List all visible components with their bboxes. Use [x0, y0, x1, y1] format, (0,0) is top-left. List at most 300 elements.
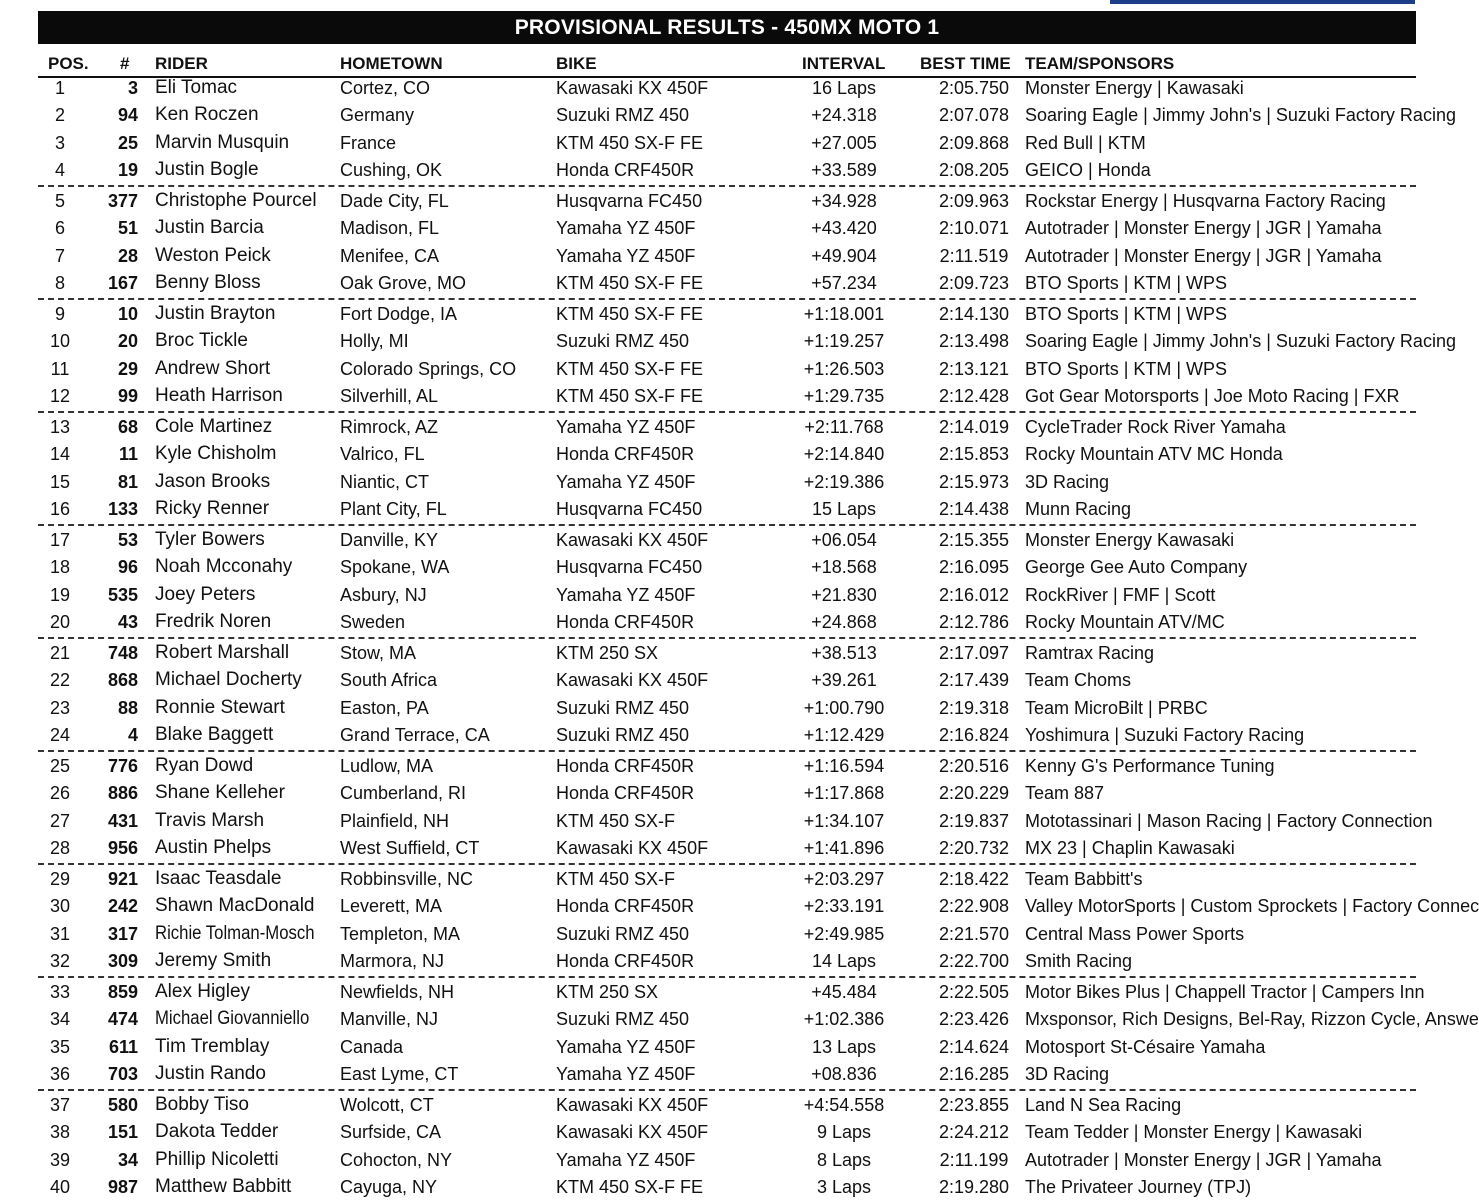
row-number: 474 — [107, 1009, 138, 1030]
row-number: 133 — [107, 498, 138, 519]
group-separator — [38, 298, 1416, 300]
row-interval: +1:34.107 — [803, 810, 885, 831]
row-pos: 23 — [49, 697, 71, 718]
row-rider: Heath Harrison — [155, 384, 283, 406]
row-rider: Robert Marshall — [155, 642, 290, 663]
table-row — [38, 1119, 1416, 1145]
row-best-time: 2:15.853 — [938, 444, 1010, 465]
table-row — [38, 356, 1416, 382]
row-hometown: Manville, NJ — [340, 1009, 439, 1030]
row-interval: +4:54.558 — [803, 1095, 885, 1115]
row-team: Motosport St-Césaire Yamaha — [1025, 1036, 1266, 1057]
row-best-time: 2:20.516 — [938, 756, 1010, 776]
row-pos: 19 — [49, 584, 71, 605]
row-interval: 8 Laps — [816, 1149, 872, 1170]
row-hometown: Oak Grove, MO — [340, 272, 467, 293]
table-row — [38, 893, 1479, 919]
row-team: Team 887 — [1025, 783, 1105, 804]
table-row — [38, 1092, 1416, 1118]
row-rider: Weston Peick — [155, 244, 271, 266]
row-interval: +38.513 — [811, 643, 877, 663]
header-pos: POS. — [48, 54, 89, 73]
row-interval: +2:33.191 — [803, 896, 885, 917]
row-number: 776 — [107, 756, 138, 776]
row-interval: +1:18.001 — [803, 304, 885, 324]
row-best-time: 2:14.019 — [938, 417, 1010, 437]
row-best-time: 2:14.130 — [938, 304, 1010, 324]
header-rider: RIDER — [155, 54, 208, 73]
row-interval: +39.261 — [811, 670, 877, 691]
row-hometown: Madison, FL — [340, 218, 440, 239]
row-number: 317 — [107, 923, 138, 944]
table-row — [38, 270, 1416, 296]
row-hometown: Canada — [340, 1036, 404, 1057]
row-bike: KTM 250 SX — [556, 643, 659, 663]
row-pos: 10 — [49, 331, 71, 352]
row-hometown: Cayuga, NY — [340, 1176, 438, 1197]
row-team: RockRiver | FMF | Scott — [1025, 584, 1216, 605]
row-interval: 16 Laps — [811, 78, 877, 98]
row-best-time: 2:20.229 — [938, 783, 1010, 804]
group-separator — [38, 637, 1416, 639]
row-best-time: 2:10.071 — [938, 218, 1010, 239]
row-best-time: 2:22.908 — [938, 896, 1010, 917]
row-best-time: 2:19.318 — [938, 697, 1010, 718]
row-number: 51 — [117, 218, 138, 239]
row-rider: Kyle Chisholm — [155, 443, 277, 465]
row-team: Rocky Mountain ATV MC Honda — [1025, 444, 1283, 465]
row-rider: Tim Tremblay — [155, 1035, 270, 1057]
row-pos: 35 — [49, 1036, 71, 1057]
row-bike: Honda CRF450R — [556, 783, 695, 804]
row-number: 535 — [107, 584, 138, 605]
row-rider: Phillip Nicoletti — [155, 1148, 279, 1170]
row-number: 611 — [108, 1036, 138, 1057]
row-team: Munn Racing — [1025, 498, 1132, 519]
row-rider: Jason Brooks — [155, 470, 271, 492]
row-hometown: Colorado Springs, CO — [340, 358, 517, 379]
row-best-time: 2:09.963 — [938, 191, 1010, 211]
row-bike: Kawasaki KX 450F — [556, 530, 709, 550]
row-best-time: 2:09.868 — [938, 132, 1010, 153]
group-separator — [38, 411, 1416, 413]
row-rider: Joey Peters — [155, 583, 256, 605]
row-best-time: 2:14.438 — [938, 498, 1010, 519]
row-interval: +06.054 — [811, 530, 877, 550]
row-hometown: Newfields, NH — [340, 982, 455, 1002]
row-team: Team MicroBilt | PRBC — [1025, 697, 1208, 718]
row-pos: 8 — [54, 272, 65, 293]
row-best-time: 2:21.570 — [938, 923, 1010, 944]
row-hometown: Rimrock, AZ — [340, 417, 439, 437]
row-number: 11 — [118, 444, 138, 465]
table-row — [38, 215, 1416, 241]
table-row — [38, 130, 1416, 156]
table-row — [38, 582, 1416, 608]
row-hometown: East Lyme, CT — [340, 1063, 459, 1084]
row-number: 703 — [107, 1063, 138, 1084]
row-bike: Suzuki RMZ 450 — [556, 105, 690, 126]
row-hometown: Ludlow, MA — [340, 756, 434, 776]
row-pos: 15 — [49, 471, 71, 492]
row-team: Mototassinari | Mason Racing | Factory Connection — [1025, 810, 1433, 831]
row-team: BTO Sports | KTM | WPS — [1025, 358, 1228, 379]
row-bike: Honda CRF450R — [556, 444, 695, 465]
row-pos: 7 — [54, 245, 65, 266]
row-bike: Kawasaki KX 450F — [556, 1122, 709, 1143]
header-hometown: HOMETOWN — [340, 54, 443, 73]
row-team: Autotrader | Monster Energy | JGR | Yamaha — [1025, 218, 1382, 239]
row-hometown: Marmora, NJ — [340, 950, 445, 971]
row-interval: +1:12.429 — [803, 724, 885, 745]
row-bike: Yamaha YZ 450F — [556, 1036, 696, 1057]
row-interval: +2:14.840 — [803, 444, 885, 465]
row-best-time: 2:23.855 — [938, 1095, 1010, 1115]
row-rider: Isaac Teasdale — [155, 868, 282, 889]
row-hometown: Cushing, OK — [340, 159, 443, 180]
row-interval: +2:03.297 — [803, 869, 885, 889]
row-best-time: 2:08.205 — [938, 159, 1010, 180]
row-rider: Eli Tomac — [155, 77, 238, 98]
row-bike: Honda CRF450R — [556, 950, 695, 971]
table-row — [38, 1034, 1416, 1060]
row-rider: Matthew Babbitt — [155, 1175, 292, 1197]
row-team: Soaring Eagle | Jimmy John's | Suzuki Factory Racing — [1025, 105, 1456, 126]
row-best-time: 2:09.723 — [938, 272, 1010, 293]
row-number: 377 — [107, 191, 138, 211]
row-rider: Justin Rando — [155, 1062, 266, 1084]
row-rider: Ryan Dowd — [155, 755, 254, 776]
row-team: Smith Racing — [1025, 950, 1133, 971]
row-hometown: Germany — [340, 105, 415, 126]
row-rider: Richie Tolman-Mosch — [155, 922, 315, 944]
row-bike: Honda CRF450R — [556, 611, 695, 632]
row-team: Mxsponsor, Rich Designs, Bel-Ray, Rizzon Cycle, Answe — [1025, 1009, 1479, 1030]
row-interval: +2:49.985 — [803, 923, 885, 944]
row-number: 956 — [107, 837, 138, 858]
row-interval: 14 Laps — [811, 950, 877, 971]
row-team: Autotrader | Monster Energy | JGR | Yamaha — [1025, 1149, 1382, 1170]
row-team: Rockstar Energy | Husqvarna Factory Racing — [1025, 191, 1386, 211]
row-rider: Michael Giovanniello — [155, 1008, 310, 1030]
row-number: 28 — [117, 245, 138, 266]
row-bike: Suzuki RMZ 450 — [556, 697, 690, 718]
row-rider: Shane Kelleher — [155, 782, 285, 804]
row-interval: +45.484 — [811, 982, 877, 1002]
row-rider: Justin Barcia — [155, 217, 264, 239]
row-interval: 13 Laps — [811, 1036, 877, 1057]
row-bike: Yamaha YZ 450F — [556, 417, 696, 437]
row-hometown: Templeton, MA — [340, 923, 461, 944]
row-hometown: Surfside, CA — [340, 1122, 442, 1143]
row-bike: Honda CRF450R — [556, 896, 695, 917]
row-best-time: 2:24.212 — [938, 1122, 1010, 1143]
row-rider: Ronnie Stewart — [155, 696, 285, 718]
table-row — [38, 527, 1416, 553]
row-pos: 34 — [49, 1009, 71, 1030]
row-bike: Yamaha YZ 450F — [556, 218, 696, 239]
table-row — [38, 243, 1416, 269]
row-best-time: 2:15.355 — [938, 530, 1010, 550]
row-team: Autotrader | Monster Energy | JGR | Yamaha — [1025, 245, 1382, 266]
row-hometown: Leverett, MA — [340, 896, 443, 917]
row-bike: Husqvarna FC450 — [556, 557, 703, 578]
row-pos: 3 — [54, 132, 65, 153]
table-row — [38, 188, 1416, 214]
results-title: PROVISIONAL RESULTS - 450MX MOTO 1 — [38, 11, 1416, 44]
row-rider: Justin Brayton — [155, 303, 276, 324]
row-bike: Suzuki RMZ 450 — [556, 331, 690, 352]
table-row — [38, 921, 1416, 947]
row-best-time: 2:15.973 — [938, 471, 1010, 492]
table-row — [38, 469, 1416, 495]
row-rider: Christophe Pourcel — [155, 190, 317, 211]
row-hometown: South Africa — [340, 670, 438, 691]
row-pos: 33 — [49, 982, 71, 1002]
row-hometown: Silverhill, AL — [340, 385, 439, 406]
row-interval: +2:19.386 — [803, 471, 885, 492]
row-best-time: 2:13.121 — [938, 358, 1010, 379]
row-team: 3D Racing — [1025, 471, 1110, 492]
row-team: George Gee Auto Company — [1025, 557, 1248, 578]
row-rider: Justin Bogle — [155, 158, 259, 180]
row-number: 242 — [107, 896, 138, 917]
table-row — [38, 780, 1416, 806]
results-table-body — [38, 77, 1479, 1197]
row-hometown: Stow, MA — [340, 643, 417, 663]
table-row — [38, 609, 1416, 635]
group-separator — [38, 976, 1416, 978]
row-team: Team Tedder | Monster Energy | Kawasaki — [1025, 1122, 1363, 1143]
row-number: 29 — [117, 358, 138, 379]
row-interval: +21.830 — [811, 584, 877, 605]
row-number: 43 — [117, 611, 138, 632]
row-interval: +24.318 — [811, 105, 877, 126]
row-team: Yoshimura | Suzuki Factory Racing — [1025, 724, 1305, 745]
row-best-time: 2:14.624 — [938, 1036, 1010, 1057]
row-hometown: Cortez, CO — [340, 78, 431, 98]
row-best-time: 2:11.519 — [939, 245, 1009, 266]
row-rider: Ken Roczen — [155, 104, 259, 126]
row-number: 4 — [127, 724, 138, 745]
row-hometown: Dade City, FL — [340, 191, 449, 211]
row-interval: +18.568 — [811, 557, 877, 578]
row-best-time: 2:13.498 — [938, 331, 1010, 352]
row-rider: Benny Bloss — [155, 271, 261, 293]
row-interval: +1:19.257 — [803, 331, 885, 352]
row-hometown: Wolcott, CT — [340, 1095, 434, 1115]
row-bike: Kawasaki KX 450F — [556, 1095, 709, 1115]
row-pos: 20 — [49, 611, 71, 632]
row-best-time: 2:22.700 — [938, 950, 1010, 971]
row-hometown: Cohocton, NY — [340, 1149, 453, 1170]
row-best-time: 2:23.426 — [938, 1009, 1010, 1030]
row-team: BTO Sports | KTM | WPS — [1025, 304, 1228, 324]
row-hometown: Easton, PA — [340, 697, 429, 718]
row-bike: KTM 450 SX-F FE — [556, 304, 704, 324]
row-rider: Ricky Renner — [155, 497, 270, 519]
row-team: Rocky Mountain ATV/MC — [1025, 611, 1225, 632]
row-interval: +1:29.735 — [803, 385, 885, 406]
header-interval: INTERVAL — [802, 54, 886, 73]
row-hometown: Spokane, WA — [340, 557, 450, 578]
row-hometown: Holly, MI — [340, 331, 409, 352]
table-row — [38, 328, 1456, 354]
row-interval: +1:17.868 — [803, 783, 885, 804]
row-best-time: 2:20.732 — [938, 837, 1010, 858]
row-hometown: France — [340, 132, 397, 153]
row-number: 886 — [107, 783, 138, 804]
row-rider: Tyler Bowers — [155, 529, 265, 550]
header-best-time: BEST TIME — [920, 54, 1011, 73]
row-best-time: 2:11.199 — [939, 1149, 1009, 1170]
row-bike: KTM 450 SX-F — [556, 810, 676, 831]
row-bike: Kawasaki KX 450F — [556, 670, 709, 691]
table-row — [38, 1061, 1416, 1087]
row-team: 3D Racing — [1025, 1063, 1110, 1084]
row-pos: 26 — [49, 783, 71, 804]
row-rider: Travis Marsh — [155, 809, 265, 831]
row-number: 81 — [117, 471, 138, 492]
row-pos: 38 — [49, 1122, 71, 1143]
row-hometown: Niantic, CT — [340, 471, 430, 492]
row-interval: +24.868 — [811, 611, 877, 632]
row-team: Got Gear Motorsports | Joe Moto Racing | FXR — [1025, 385, 1400, 406]
row-best-time: 2:05.750 — [938, 78, 1010, 98]
row-hometown: Sweden — [340, 611, 406, 632]
row-bike: Honda CRF450R — [556, 756, 695, 776]
row-number: 921 — [107, 869, 138, 889]
row-number: 580 — [107, 1095, 138, 1115]
row-hometown: Menifee, CA — [340, 245, 440, 266]
row-interval: 15 Laps — [811, 498, 877, 519]
row-best-time: 2:16.095 — [938, 557, 1010, 578]
row-rider: Dakota Tedder — [155, 1121, 279, 1143]
row-number: 167 — [107, 272, 138, 293]
row-pos: 27 — [49, 810, 71, 831]
row-bike: Kawasaki KX 450F — [556, 837, 709, 858]
top-accent-bar — [1110, 0, 1415, 4]
row-pos: 30 — [49, 896, 71, 917]
row-interval: +1:41.896 — [803, 837, 885, 858]
row-hometown: Danville, KY — [340, 530, 439, 550]
row-best-time: 2:12.428 — [938, 385, 1010, 406]
row-number: 748 — [107, 643, 138, 663]
row-pos: 9 — [54, 304, 65, 324]
row-number: 25 — [117, 132, 138, 153]
row-rider: Jeremy Smith — [155, 949, 272, 971]
row-bike: Yamaha YZ 450F — [556, 584, 696, 605]
row-bike: Husqvarna FC450 — [556, 498, 703, 519]
row-bike: Yamaha YZ 450F — [556, 471, 696, 492]
row-bike: KTM 450 SX-F FE — [556, 272, 704, 293]
row-team: Team Babbitt's — [1025, 869, 1143, 889]
row-rider: Alex Higley — [155, 981, 251, 1002]
table-row — [38, 496, 1416, 522]
row-best-time: 2:19.280 — [938, 1176, 1010, 1197]
row-rider: Andrew Short — [155, 357, 271, 379]
row-interval: +27.005 — [811, 132, 877, 153]
group-separator — [38, 750, 1416, 752]
row-pos: 5 — [54, 191, 65, 211]
row-hometown: Plant City, FL — [340, 498, 447, 519]
row-bike: KTM 450 SX-F FE — [556, 132, 704, 153]
row-pos: 22 — [49, 670, 71, 691]
row-team: Land N Sea Racing — [1025, 1095, 1182, 1115]
table-row — [38, 554, 1416, 580]
row-bike: KTM 450 SX-F FE — [556, 358, 704, 379]
row-bike: Suzuki RMZ 450 — [556, 1009, 690, 1030]
row-pos: 36 — [49, 1063, 71, 1084]
row-rider: Fredrik Noren — [155, 610, 272, 632]
row-pos: 17 — [49, 530, 71, 550]
row-pos: 29 — [49, 869, 71, 889]
row-pos: 37 — [49, 1095, 71, 1115]
row-pos: 1 — [54, 78, 65, 98]
row-number: 53 — [117, 530, 138, 550]
row-interval: +1:26.503 — [803, 358, 885, 379]
row-hometown: Grand Terrace, CA — [340, 724, 490, 745]
row-rider: Cole Martinez — [155, 416, 273, 437]
row-best-time: 2:07.078 — [938, 105, 1010, 126]
row-interval: +33.589 — [811, 159, 877, 180]
row-team: The Privateer Journey (TPJ) — [1025, 1176, 1252, 1197]
table-row — [38, 979, 1425, 1005]
row-bike: Suzuki RMZ 450 — [556, 923, 690, 944]
row-bike: KTM 450 SX-F FE — [556, 1176, 704, 1197]
row-team: BTO Sports | KTM | WPS — [1025, 272, 1228, 293]
row-interval: +57.234 — [811, 272, 877, 293]
group-separator — [38, 863, 1416, 865]
row-best-time: 2:17.439 — [938, 670, 1010, 691]
row-best-time: 2:17.097 — [938, 643, 1010, 663]
row-pos: 13 — [49, 417, 71, 437]
row-number: 99 — [117, 385, 138, 406]
row-team: Kenny G's Performance Tuning — [1025, 756, 1275, 776]
header-team: TEAM/SPONSORS — [1025, 54, 1175, 73]
row-team: Valley MotorSports | Custom Sprockets | Factory Connec — [1025, 896, 1479, 917]
row-team: Team Choms — [1025, 670, 1132, 691]
row-best-time: 2:16.285 — [938, 1063, 1010, 1084]
row-interval: +1:16.594 — [803, 756, 885, 776]
table-row — [38, 667, 1416, 693]
row-best-time: 2:16.012 — [938, 584, 1010, 605]
row-bike: KTM 250 SX — [556, 982, 659, 1002]
row-rider: Shawn MacDonald — [155, 895, 315, 917]
group-separator — [38, 524, 1416, 526]
row-bike: Suzuki RMZ 450 — [556, 724, 690, 745]
header-bike: BIKE — [556, 54, 597, 73]
row-team: Ramtrax Racing — [1025, 643, 1155, 663]
row-bike: Husqvarna FC450 — [556, 191, 703, 211]
row-team: Monster Energy Kawasaki — [1025, 530, 1235, 550]
row-number: 151 — [107, 1122, 138, 1143]
table-row — [38, 75, 1416, 101]
row-pos: 4 — [54, 159, 65, 180]
table-row — [38, 640, 1416, 666]
row-pos: 25 — [49, 756, 71, 776]
table-row — [38, 414, 1416, 440]
row-team: Monster Energy | Kawasaki — [1025, 78, 1244, 98]
row-number: 868 — [107, 670, 138, 691]
row-best-time: 2:18.422 — [938, 869, 1010, 889]
row-bike: Honda CRF450R — [556, 159, 695, 180]
group-separator — [38, 185, 1416, 187]
row-hometown: Asbury, NJ — [340, 584, 427, 605]
row-rider: Michael Docherty — [155, 669, 302, 691]
table-row — [38, 1006, 1479, 1032]
table-row — [38, 383, 1416, 409]
